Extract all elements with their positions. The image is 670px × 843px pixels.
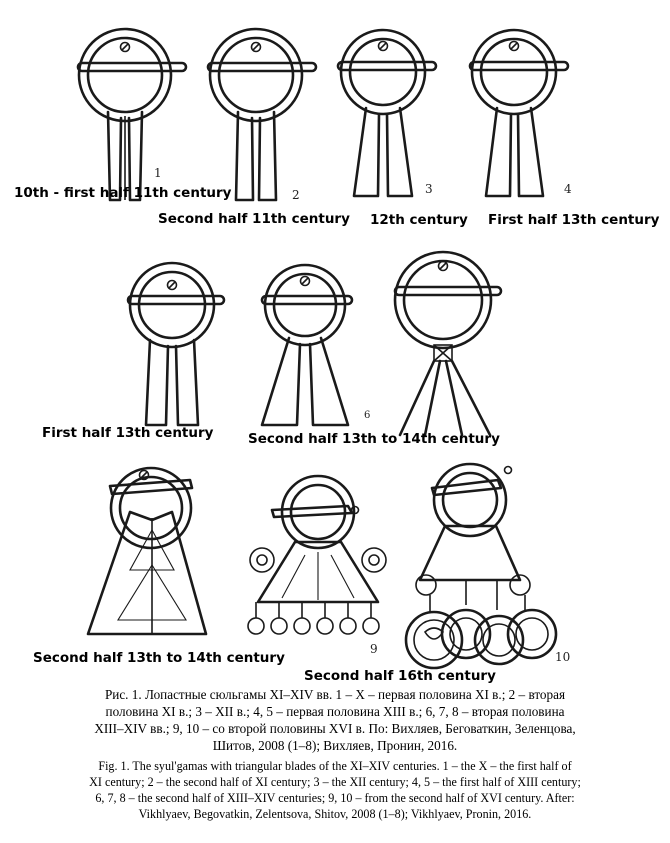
figure-number-1: 1 [154,166,162,180]
figure-number-9: 9 [370,642,378,656]
caption-ru-line: Рис. 1. Лопастные сюльгамы XI–XIV вв. 1 – X – первая половина XI в.; 2 – вторая [104,687,566,702]
period-label-8: Second half 16th century [304,668,496,684]
caption-ru-line: половина XI в.; 3 – XII в.; 4, 5 – первая половина XIII в.; 6, 7, 8 – вторая половина [105,704,565,719]
caption-en-line: XI century; 2 – the second half of XI century; 3 – the XII century; 4, 5 – the first half of XIII century; [89,775,581,789]
figure-number-3: 3 [425,182,433,196]
brooch-2 [208,29,316,200]
caption-en-line: 6, 7, 8 – the second half of XIII–XIV centuries; 9, 10 – from the second half of XVI century. After: [95,791,575,805]
brooch-6 [262,265,352,425]
period-label-7: Second half 13th to 14th century [33,650,285,666]
caption-russian [40,686,630,754]
brooch-8 [88,468,206,634]
figure-number-10: 10 [555,650,571,664]
caption-en-line: Vikhlyaev, Begovatkin, Zelentsova, Shitov, 2008 (1–8); Vikhlyaev, Pronin, 2016. [138,807,532,821]
brooch-10 [406,464,556,668]
period-label-3: 12th century [370,212,468,228]
caption-ru-line: Шитов, 2008 (1–8); Вихляев, Пронин, 2016. [212,738,458,753]
period-label-2: Second half 11th century [158,211,350,227]
brooch-9 [248,476,386,634]
period-label-6: Second half 13th to 14th century [248,431,500,447]
brooch-4 [470,30,568,196]
period-label-4: First half 13th century [488,212,660,228]
period-label-1: 10th - first half 11th century [14,185,232,201]
figure-number-6: 6 [364,410,371,421]
caption-english [40,758,630,822]
caption-ru-line: XIII–XIV вв.; 9, 10 – со второй половины XVI в. По: Вихляев, Беговаткин, Зеленцова, [94,721,576,736]
period-label-5: First half 13th century [42,425,214,441]
figure-number-4: 4 [564,182,572,196]
brooch-3 [338,30,436,196]
caption-en-line: Fig. 1. The syul'gamas with triangular blades of the XI–XIV centuries. 1 – the X – the first half of [98,759,572,773]
brooch-7 [395,252,501,435]
brooch-1 [78,29,186,200]
brooch-5 [128,263,224,425]
figure-number-2: 2 [292,188,300,202]
